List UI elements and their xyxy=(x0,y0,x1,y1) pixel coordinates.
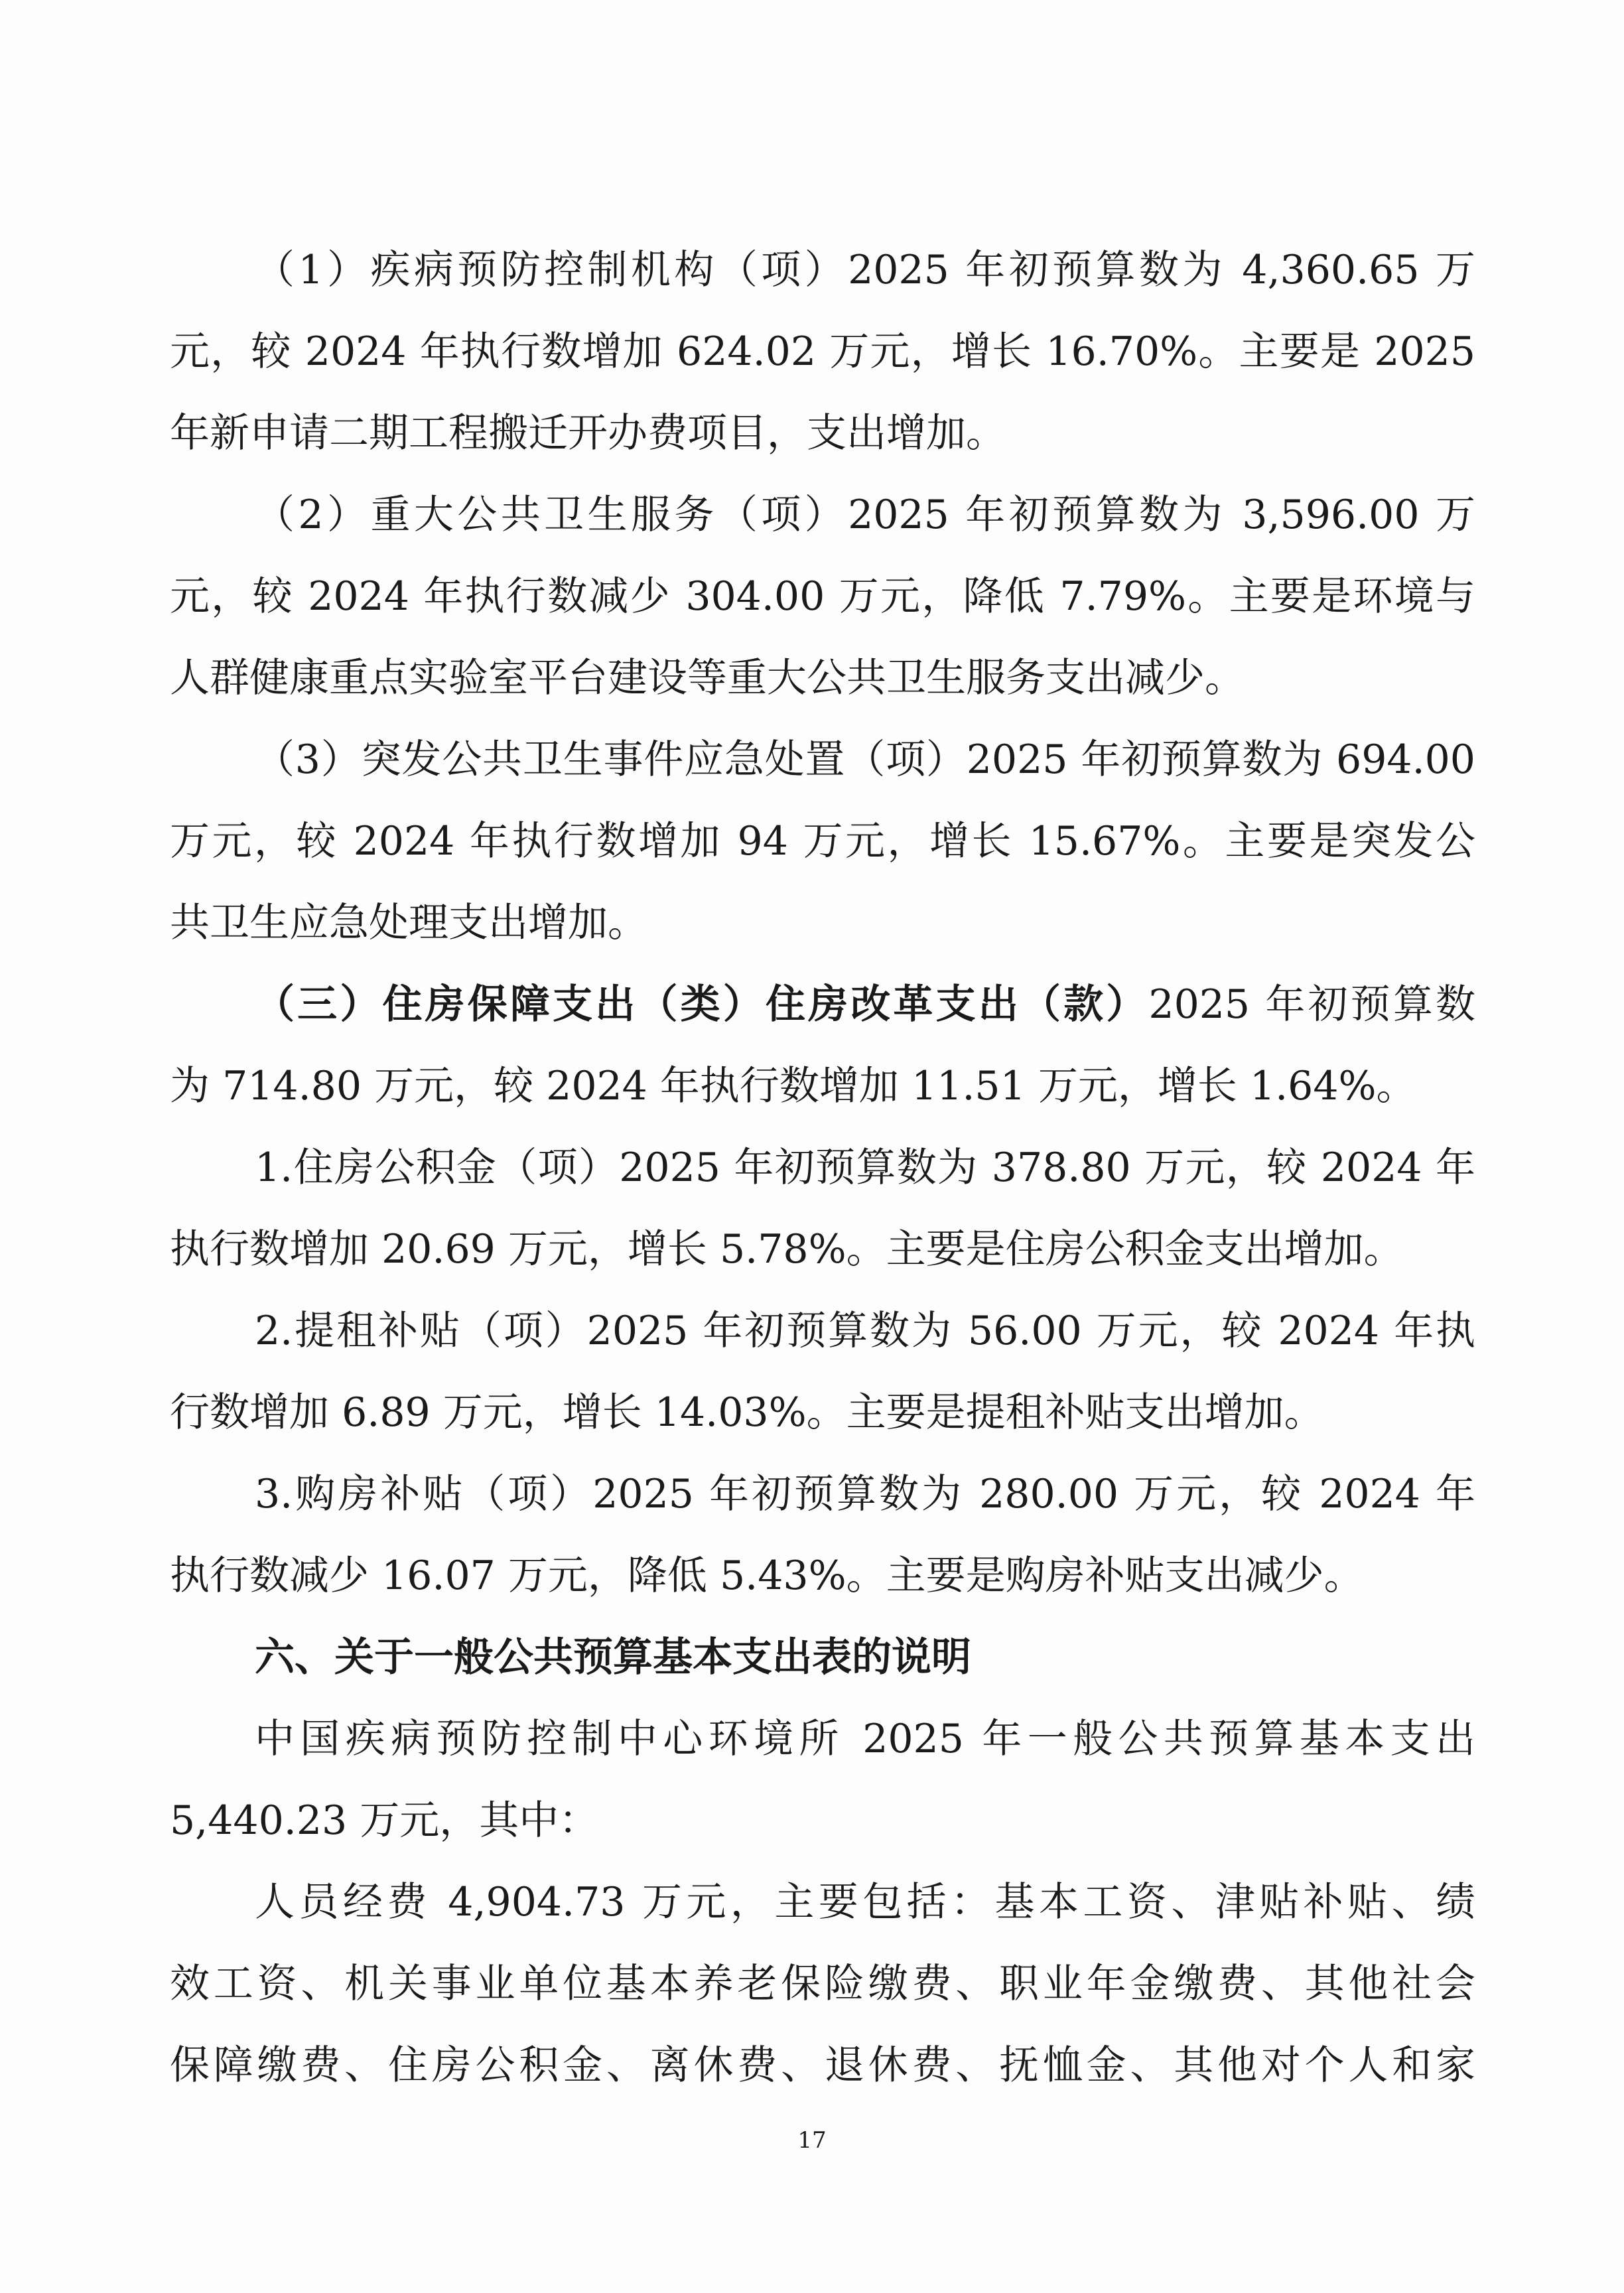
page-number: 17 xyxy=(797,2127,827,2154)
paragraph-6-line-2: 行数增加 6.89 万元，增长 14.03%。主要是提租补贴支出增加。 xyxy=(170,1389,1324,1436)
paragraph-6-line-1: 2.提租补贴（项）2025 年初预算数为 56.00 万元，较 2024 年执 xyxy=(255,1308,1475,1354)
paragraph-1-line-3: 年新申请二期工程搬迁开办费项目，支出增加。 xyxy=(170,410,1006,456)
paragraph-9-line-1: 中国疾病预防控制中心环境所 2025 年一般公共预算基本支出 xyxy=(255,1716,1475,1762)
paragraph-7-line-1: 3.购房补贴（项）2025 年初预算数为 280.00 万元，较 2024 年 xyxy=(255,1471,1475,1517)
paragraph-1-line-2: 元，较 2024 年执行数增加 624.02 万元，增长 16.70%。主要是 2025 xyxy=(170,328,1475,375)
paragraph-9-line-2: 5,440.23 万元，其中： xyxy=(170,1797,599,1844)
paragraph-5-line-2: 执行数增加 20.69 万元，增长 5.78%。主要是住房公积金支出增加。 xyxy=(170,1226,1404,1273)
paragraph-3-line-3: 共卫生应急处理支出增加。 xyxy=(170,900,647,946)
section-heading: 六、关于一般公共预算基本支出表的说明 xyxy=(255,1634,971,1681)
paragraph-2-line-3: 人群健康重点实验室平台建设等重大公共卫生服务支出减少。 xyxy=(170,655,1245,701)
housing-section-text: 2025 年初预算数 xyxy=(1148,981,1475,1028)
housing-section-line-1 xyxy=(255,971,1475,1038)
paragraph-2-line-1: （2）重大公共卫生服务（项）2025 年初预算数为 3,596.00 万 xyxy=(255,492,1475,538)
paragraph-10-line-2: 效工资、机关事业单位基本养老保险缴费、职业年金缴费、其他社会 xyxy=(170,1961,1475,2007)
housing-section-line-2: 为 714.80 万元，较 2024 年执行数增加 11.51 万元，增长 1.64%。 xyxy=(170,1063,1416,1109)
paragraph-2-line-2: 元，较 2024 年执行数减少 304.00 万元，降低 7.79%。主要是环境与 xyxy=(170,573,1475,620)
paragraph-10-line-1: 人员经费 4,904.73 万元，主要包括：基本工资、津贴补贴、绩 xyxy=(255,1879,1475,1925)
paragraph-3-line-2: 万元，较 2024 年执行数增加 94 万元，增长 15.67%。主要是突发公 xyxy=(170,818,1475,865)
paragraph-5-line-1: 1.住房公积金（项）2025 年初预算数为 378.80 万元，较 2024 年 xyxy=(255,1145,1475,1191)
paragraph-10-line-3: 保障缴费、住房公积金、离休费、退休费、抚恤金、其他对个人和家 xyxy=(170,2042,1475,2089)
housing-section-heading: （三）住房保障支出（类）住房改革支出（款） xyxy=(255,981,1149,1028)
paragraph-3-line-1: （3）突发公共卫生事件应急处置（项）2025 年初预算数为 694.00 xyxy=(255,736,1475,783)
paragraph-7-line-2: 执行数减少 16.07 万元，降低 5.43%。主要是购房补贴支出减少。 xyxy=(170,1553,1364,1599)
paragraph-1-line-1: （1）疾病预防控制机构（项）2025 年初预算数为 4,360.65 万 xyxy=(255,247,1475,293)
